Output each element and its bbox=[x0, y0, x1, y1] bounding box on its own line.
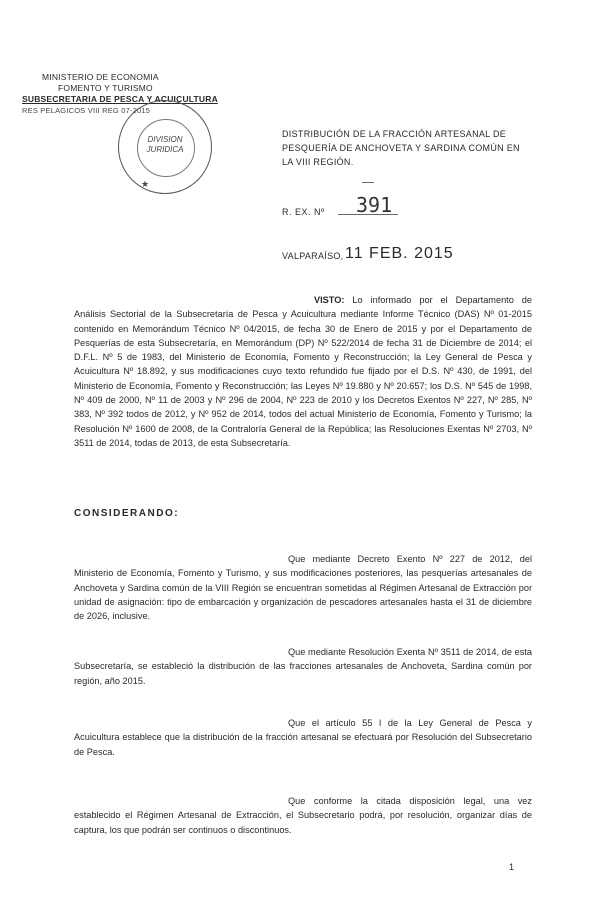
considerando-paragraph-2: Que mediante Resolución Exenta Nº 3511 de 2014, de esta Subsecretaría, se estableció la distribución de las fracciones artesanales de Anchoveta, Sardina común por región, año 2015. bbox=[74, 647, 532, 686]
official-seal bbox=[118, 100, 212, 194]
considerando-paragraph-1: Que mediante Decreto Exento Nº 227 de 2012, del Ministerio de Economía, Fomento y Turismo, y sus modificaciones posteriores, las pesquerías artesanales de Anchoveta y Sardina común de la VIII Región se encuentran sometidas al Régimen Artesanal de Extracción por unidad de asignación: tipo de embarcación y organización de pescadores artesanales hasta el 31 de diciembre de 2026, inclusive. bbox=[74, 554, 532, 622]
subsecretaria-name: SUBSECRETARIA DE PESCA Y ACUICULTURA bbox=[22, 94, 218, 104]
visto-text: Lo informado por el Departamento de Análisis Sectorial de la Subsecretaría de Pesca y Acuicultura mediante Informe Técnico (DAS) Nº 01-2015 contenido en Memorándum Técnico Nº 04/2015, de fecha 30 de Enero de 2015 y por el Departamento de Pesquerías de esta Subsecretaría, en Memorándum (DP) Nº 522/2014 de fecha 31 de Diciembre de 2014; el D.F.L. Nº 5 de 1983, del Ministerio de Economía, Fomento y Reconstrucción; la Ley General de Pesca y Acuicultura Nº 18.892, y sus modificaciones cuyo texto refundido fue fijado por el D.S. Nº 430, de 1991, del Ministerio de Economía, Fomento y Reconstrucción; las Leyes Nº 19.880 y Nº 20.657; los D.S. Nº 545 de 1998, Nº 409 de 2000, Nº 11 de 2003 y Nº 296 de 2004, Nº 223 de 2010 y los Decretos Exentos Nº 227, Nº 285, Nº 383, Nº 392 todos de 2012, y Nº 952 de 2014, todos del actual Ministerio de Economía, Fomento y Turismo; la Resolución Nº 1600 de 2008, de la Contraloría General de la República; las Resoluciones Exentas Nº 2703, Nº 3511 de 2014, todas de 2013, de esta Subsecretaría. bbox=[74, 295, 532, 448]
visto-paragraph bbox=[74, 293, 532, 450]
resolution-label: R. EX. Nº bbox=[282, 207, 325, 217]
seal-line-2: JURIDICA bbox=[146, 145, 184, 154]
document-title: DISTRIBUCIÓN DE LA FRACCIÓN ARTESANAL DE PESQUERÍA DE ANCHOVETA Y SARDINA COMÚN EN LA VIII REGIÓN. bbox=[282, 129, 520, 167]
considerando-heading: CONSIDERANDO: bbox=[74, 508, 180, 519]
considerando-paragraph-4: Que conforme la citada disposición legal, una vez establecido el Régimen Artesanal de Extracción, el Subsecretario podrá, por resolución, organizar días de captura, los que podrán ser continuos o discontinuos. bbox=[74, 796, 532, 835]
ministry-subtitle: FOMENTO Y TURISMO bbox=[58, 83, 153, 93]
seal-star-icon: ★ bbox=[141, 179, 150, 189]
visto-label: VISTO: bbox=[314, 295, 345, 305]
considerando-paragraph-3: Que el artículo 55 I de la Ley General de Pesca y Acuicultura establece que la distribución de la fracción artesanal se efectuará por Resolución del Subsecretario de Pesca. bbox=[74, 718, 532, 757]
resolution-date: 11 FEB. 2015 bbox=[345, 245, 454, 262]
resolution-underline bbox=[338, 214, 398, 215]
department-code: RES PELAGICOS VIII REG 07-2015 bbox=[22, 106, 151, 115]
ministry-name: MINISTERIO DE ECONOMIA bbox=[42, 72, 159, 82]
divider-line bbox=[362, 182, 374, 183]
page-number: 1 bbox=[509, 862, 515, 872]
resolution-number: 391 bbox=[356, 193, 393, 217]
seal-line-1: DIVISION bbox=[147, 135, 183, 144]
seal-text bbox=[119, 135, 211, 155]
place-label: VALPARAÍSO, bbox=[282, 251, 344, 261]
